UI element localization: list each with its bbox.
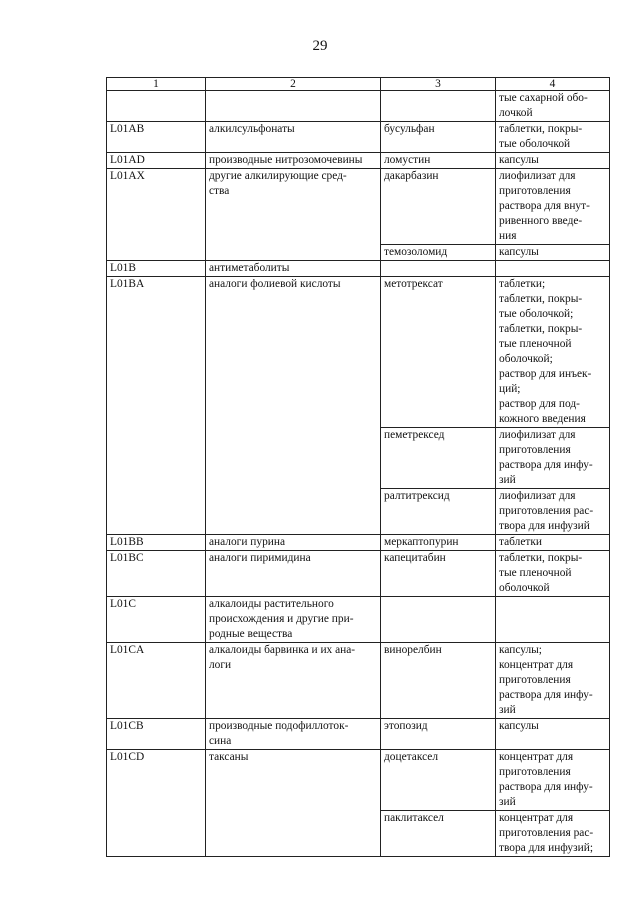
dosage-form-cell: концентрат для приготовления рас- твора для инфузий;	[496, 811, 610, 857]
table-row	[107, 643, 610, 719]
atc-code-cell: L01AD	[107, 153, 206, 169]
table-row	[107, 597, 610, 643]
group-name-cell	[206, 91, 381, 122]
column-header: 3	[381, 78, 496, 91]
drug-name-cell: дакарбазин	[381, 169, 496, 245]
group-name-cell: алкилсульфонаты	[206, 122, 381, 153]
drug-name-cell: метотрексат	[381, 277, 496, 428]
column-header: 1	[107, 78, 206, 91]
table-row	[107, 153, 610, 169]
table-row	[107, 551, 610, 597]
atc-code-cell: L01B	[107, 261, 206, 277]
table-row	[107, 277, 610, 428]
atc-code-cell: L01AX	[107, 169, 206, 261]
group-name-cell: производные нитрозомочевины	[206, 153, 381, 169]
dosage-form-cell: тые сахарной обо- лочкой	[496, 91, 610, 122]
group-name-cell: антиметаболиты	[206, 261, 381, 277]
drug-name-cell: ломустин	[381, 153, 496, 169]
dosage-form-cell: капсулы; концентрат для приготовления раствора для инфу- зий	[496, 643, 610, 719]
atc-code-cell: L01CB	[107, 719, 206, 750]
drug-name-cell: темозоломид	[381, 245, 496, 261]
drug-name-cell: винорелбин	[381, 643, 496, 719]
atc-code-cell	[107, 91, 206, 122]
dosage-form-cell	[496, 597, 610, 643]
dosage-form-cell: таблетки	[496, 535, 610, 551]
atc-code-cell: L01BB	[107, 535, 206, 551]
drug-name-cell: доцетаксел	[381, 750, 496, 811]
group-name-cell: аналоги пиримидина	[206, 551, 381, 597]
group-name-cell: алкалоиды растительного происхождения и другие при- родные вещества	[206, 597, 381, 643]
table-row	[107, 719, 610, 750]
group-name-cell: другие алкилирующие сред- ства	[206, 169, 381, 261]
atc-code-cell: L01AB	[107, 122, 206, 153]
dosage-form-cell: капсулы	[496, 153, 610, 169]
table-body	[107, 91, 610, 857]
dosage-form-cell: капсулы	[496, 719, 610, 750]
column-header: 2	[206, 78, 381, 91]
drug-name-cell	[381, 597, 496, 643]
drug-name-cell: этопозид	[381, 719, 496, 750]
column-header: 4	[496, 78, 610, 91]
group-name-cell: таксаны	[206, 750, 381, 857]
atc-code-cell: L01C	[107, 597, 206, 643]
atc-code-cell: L01BA	[107, 277, 206, 535]
dosage-form-cell: таблетки, покры- тые пленочной оболочкой	[496, 551, 610, 597]
drug-name-cell: паклитаксел	[381, 811, 496, 857]
page-number: 29	[312, 38, 328, 54]
drug-name-cell: меркаптопурин	[381, 535, 496, 551]
table-row	[107, 169, 610, 245]
dosage-form-cell: лиофилизат для приготовления раствора для инфу- зий	[496, 428, 610, 489]
table-row	[107, 750, 610, 811]
group-name-cell: производные подофиллоток- сина	[206, 719, 381, 750]
dosage-form-cell: концентрат для приготовления раствора для инфу- зий	[496, 750, 610, 811]
table-row	[107, 91, 610, 122]
drug-name-cell: пеметрексед	[381, 428, 496, 489]
header-row	[107, 78, 610, 91]
dosage-form-cell	[496, 261, 610, 277]
dosage-form-cell: капсулы	[496, 245, 610, 261]
table-row	[107, 535, 610, 551]
table-row	[107, 122, 610, 153]
group-name-cell: аналоги фолиевой кислоты	[206, 277, 381, 535]
drug-name-cell: ралтитрексид	[381, 489, 496, 535]
table-row	[107, 261, 610, 277]
group-name-cell: алкалоиды барвинка и их ана- логи	[206, 643, 381, 719]
drug-name-cell	[381, 91, 496, 122]
drug-name-cell	[381, 261, 496, 277]
dosage-form-cell: лиофилизат для приготовления рас- твора для инфузий	[496, 489, 610, 535]
group-name-cell: аналоги пурина	[206, 535, 381, 551]
dosage-form-cell: таблетки; таблетки, покры- тые оболочкой; таблетки, покры- тые пленочной оболочкой; раствор для инъек- ций; раствор для под- кожного введения	[496, 277, 610, 428]
dosage-form-cell: таблетки, покры- тые оболочкой	[496, 122, 610, 153]
dosage-form-cell: лиофилизат для приготовления раствора для внут- ривенного введе- ния	[496, 169, 610, 245]
drug-table	[106, 77, 610, 857]
atc-code-cell: L01CA	[107, 643, 206, 719]
drug-name-cell: бусульфан	[381, 122, 496, 153]
atc-code-cell: L01BC	[107, 551, 206, 597]
atc-code-cell: L01CD	[107, 750, 206, 857]
drug-name-cell: капецитабин	[381, 551, 496, 597]
